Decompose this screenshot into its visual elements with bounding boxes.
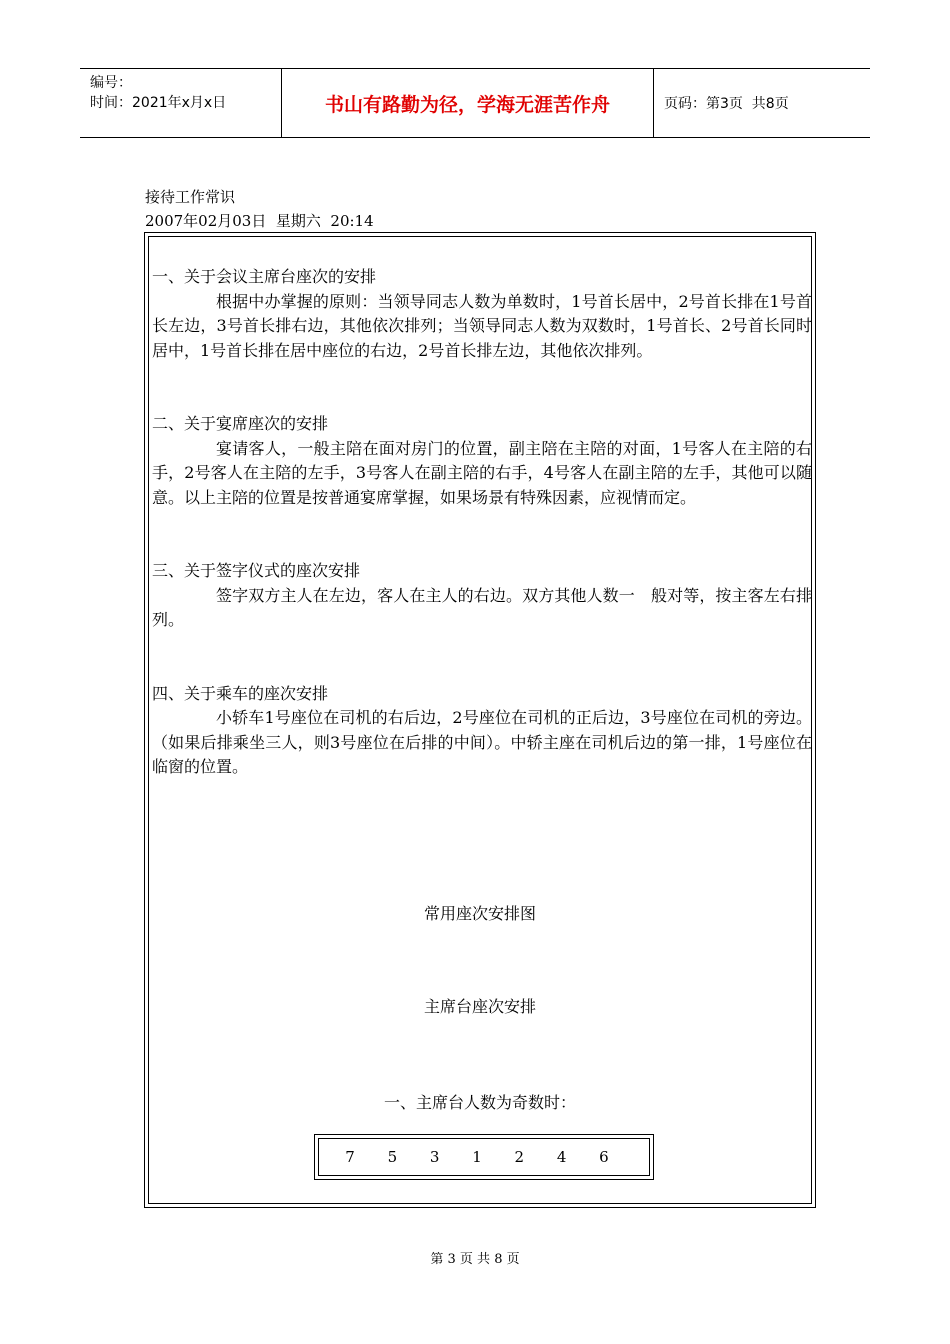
section-paragraph: 宴请客人，一般主陪在面对房门的位置，副主陪在主陪的对面，1号客人在主陪的右手，2号客人在主陪的左手，3号客人在副主陪的右手，4号客人在副主陪的左手，其他可以随意。以上主陪的位置是按普通宴席掌握，如果场景有特殊因素，应视情而定。 (152, 438, 812, 507)
header-page-info-text: 页码：第3页 共8页 (664, 96, 789, 112)
seat-order-box (314, 1134, 654, 1180)
page-footer: 第 3 页 共 8 页 (430, 1252, 520, 1267)
content-body (152, 265, 812, 780)
diagram-case-label: 一、主席台人数为奇数时： (383, 1093, 576, 1112)
document-date: 2007年02月03日 星期六 20:14 (145, 212, 374, 230)
page-header (80, 68, 870, 138)
header-meta (80, 69, 282, 137)
content-frame (144, 232, 816, 1208)
section-paragraph: 根据中办掌握的原则：当领导同志人数为单数时，1号首长居中，2号首长排在1号首长左边，3号首长排右边，其他依次排列；当领导同志人数为双数时，1号首长、2号首长同时居中，1号首长排在居中座位的右边，2号首长排左边，其他依次排列。 (152, 291, 812, 360)
header-page-info (654, 69, 870, 137)
section-paragraph: 签字双方主人在左边，客人在主人的右边。双方其他人数一 般对等，按主客左右排列。 (152, 585, 812, 629)
section-paragraph: 小轿车1号座位在司机的右后边，2号座位在司机的正后边，3号座位在司机的旁边。（如果后排乘坐三人，则3号座位在后排的中间）。中轿主座在司机后边的第一排，1号座位在临窗的位置。 (152, 708, 812, 776)
diagram-subheading: 主席台座次安排 (423, 997, 536, 1016)
seat-order-text: 7 5 3 1 2 4 6 (318, 1138, 650, 1176)
header-motto: 书山有路勤为径，学海无涯苦作舟 (282, 69, 654, 137)
document-time-label: 时间：2021年x月x日 (90, 95, 227, 111)
section-title: 二、关于宴席座次的安排 (152, 414, 329, 433)
section-title: 三、关于签字仪式的座次安排 (152, 561, 361, 580)
diagram-heading: 常用座次安排图 (423, 904, 536, 923)
content-frame-inner (148, 236, 812, 1204)
document-number-label: 编号： (90, 75, 132, 91)
section-title: 四、关于乘车的座次安排 (152, 683, 329, 703)
section-title: 一、关于会议主席台座次的安排 (152, 267, 377, 286)
document-title: 接待工作常识 (145, 188, 236, 206)
